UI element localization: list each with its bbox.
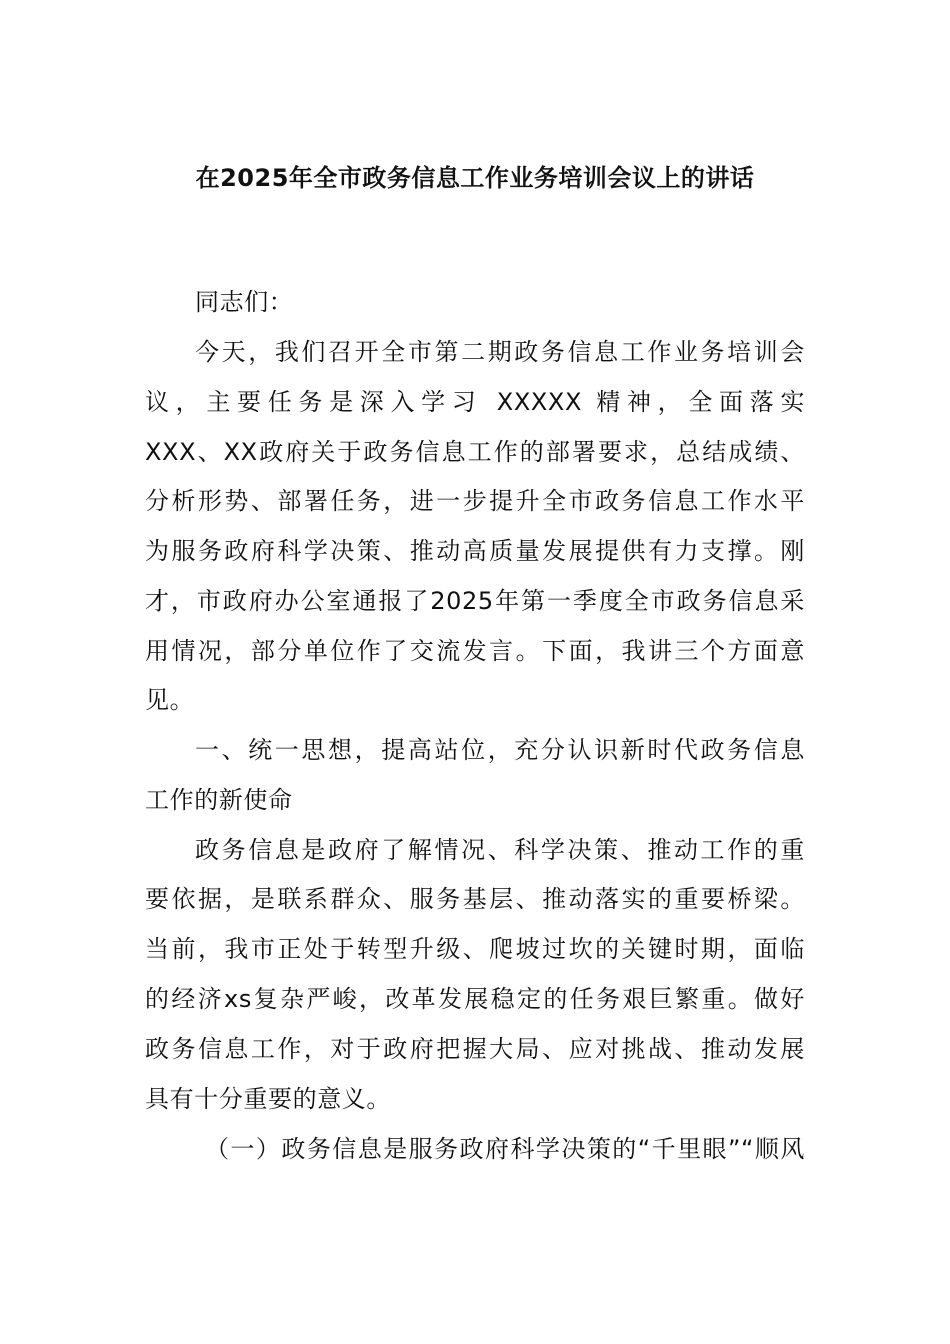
subsection-heading-line: （一）政务信息是服务政府科学决策的“千里眼”“顺风 [205, 1135, 805, 1163]
paragraph-line: 当前，我市正处于转型升级、爬坡过坎的关键时期，面临 [145, 935, 805, 963]
paragraph-line: 议，主要任务是深入学习 XXXXX 精神，全面落实 [145, 388, 805, 416]
paragraph-line: XXX、XX政府关于政务信息工作的部署要求，总结成绩、 [145, 438, 805, 466]
paragraph-line: 见。 [145, 686, 195, 714]
paragraph-line: 用情况，部分单位作了交流发言。下面，我讲三个方面意 [145, 637, 805, 665]
section-heading-line: 一、统一思想，提高站位，充分认识新时代政务信息 [195, 736, 805, 764]
salutation: 同志们： [195, 288, 294, 316]
paragraph-line: 为服务政府科学决策、推动高质量发展提供有力支撑。刚 [145, 537, 805, 565]
paragraph-line: 政务信息是政府了解情况、科学决策、推动工作的重 [195, 836, 805, 864]
paragraph-line: 要依据，是联系群众、服务基层、推动落实的重要桥梁。 [145, 885, 805, 913]
paragraph-line: 具有十分重要的意义。 [145, 1085, 391, 1113]
paragraph-line: 今天，我们召开全市第二期政务信息工作业务培训会 [195, 338, 805, 366]
paragraph-line: 分析形势、部署任务，进一步提升全市政务信息工作水平 [145, 487, 805, 515]
paragraph-line: 才，市政府办公室通报了2025年第一季度全市政务信息采 [145, 587, 805, 615]
section-heading-line: 工作的新使命 [145, 786, 293, 814]
paragraph-line: 政务信息工作，对于政府把握大局、应对挑战、推动发展 [145, 1035, 805, 1063]
document-title: 在2025年全市政务信息工作业务培训会议上的讲话 [195, 164, 755, 192]
paragraph-line: 的经济xs复杂严峻，改革发展稳定的任务艰巨繁重。做好 [145, 985, 805, 1013]
